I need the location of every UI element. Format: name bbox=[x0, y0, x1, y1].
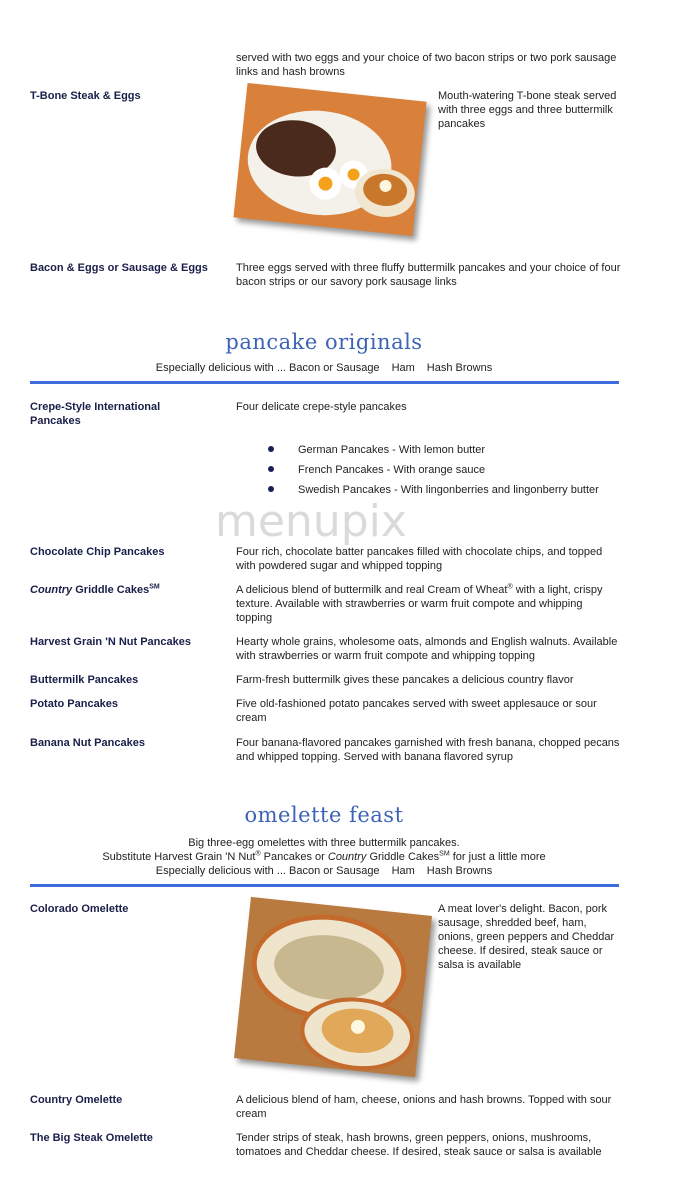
text: Substitute Harvest Grain 'N Nut bbox=[102, 851, 256, 863]
item-desc-big-steak-omelette: Tender strips of steak, hash browns, green peppers, onions, mushrooms, tomatoes and Cheddar cheese. If desired, steak sauce or salsa is available bbox=[236, 1132, 602, 1158]
section-title-omelettes: omelette feast bbox=[244, 803, 404, 827]
tbone-steak-photo bbox=[233, 83, 426, 236]
item-name-big-steak-omelette: The Big Steak Omelette bbox=[30, 1132, 153, 1144]
section-divider bbox=[30, 381, 619, 384]
text: Pancakes or bbox=[260, 851, 328, 863]
desc-part: A delicious blend of buttermilk and real Cream of Wheat bbox=[236, 584, 508, 596]
name-rest: Griddle Cakes bbox=[72, 584, 150, 596]
omelettes-intro-line2 bbox=[0, 850, 648, 864]
item-name-potato: Potato Pancakes bbox=[30, 698, 119, 710]
registered-mark: ® bbox=[507, 583, 513, 591]
side-ham: Ham bbox=[391, 865, 415, 877]
item-name-banana-nut: Banana Nut Pancakes bbox=[30, 737, 145, 749]
item-name-tbone: T-Bone Steak & Eggs bbox=[30, 90, 141, 102]
item-desc-colorado: A meat lover's delight. Bacon, pork sausage, shredded beef, ham, onions, green peppers and Cheddar cheese. If desired, steak sauce or salsa is available bbox=[438, 903, 615, 971]
item-desc-buttermilk: Farm-fresh buttermilk gives these pancakes a delicious country flavor bbox=[236, 674, 574, 686]
section-title-pancakes: pancake originals bbox=[225, 330, 423, 354]
item-desc-crepe: Four delicate crepe-style pancakes bbox=[236, 401, 407, 413]
text-italic: Country bbox=[327, 851, 367, 863]
item-desc-country-omelette: A delicious blend of ham, cheese, onions and hash browns. Topped with sour cream bbox=[236, 1094, 612, 1120]
text: Griddle Cakes bbox=[366, 851, 440, 863]
side-hash-browns: Hash Browns bbox=[426, 865, 493, 877]
omelettes-sides-line bbox=[0, 864, 648, 878]
item-name-harvest-grain: Harvest Grain 'N Nut Pancakes bbox=[30, 636, 191, 648]
item-name-country-omelette: Country Omelette bbox=[30, 1094, 123, 1106]
item-desc-harvest-grain: Hearty whole grains, wholesome oats, almonds and English walnuts. Available with strawberries or warm fruit compote and whipping topping bbox=[236, 636, 618, 662]
crepe-variant: German Pancakes - With lemon butter bbox=[298, 444, 486, 456]
pancakes-sides-line bbox=[0, 361, 648, 375]
menupix-watermark: menupix bbox=[215, 496, 407, 547]
bullet-icon bbox=[268, 466, 274, 472]
bullet-icon bbox=[268, 486, 274, 492]
item-name-colorado: Colorado Omelette bbox=[30, 903, 129, 915]
crepe-variant: Swedish Pancakes - With lingonberries and lingonberry butter bbox=[298, 484, 599, 496]
side-hash-browns: Hash Browns bbox=[426, 362, 493, 374]
text: for just a little more bbox=[449, 851, 546, 863]
item-name-chocolate-chip: Chocolate Chip Pancakes bbox=[30, 546, 165, 558]
section-divider bbox=[30, 884, 619, 887]
item-name-crepe: Crepe-Style International Pancakes bbox=[30, 401, 161, 427]
item-name-country-griddle bbox=[30, 583, 230, 597]
colorado-omelette-photo bbox=[234, 897, 432, 1077]
desc-part: with a light, crispy texture. Available with strawberries or warm fruit compote and whipping topping bbox=[236, 584, 603, 624]
item-name-bacon-eggs: Bacon & Eggs or Sausage & Eggs bbox=[30, 262, 208, 274]
item-name-buttermilk: Buttermilk Pancakes bbox=[30, 674, 139, 686]
sides-prefix: Especially delicious with ... Bacon or Sausage bbox=[155, 362, 380, 374]
omelette-plate-image bbox=[234, 897, 432, 1077]
crepe-variant: French Pancakes - With orange sauce bbox=[298, 464, 486, 476]
steak-plate-image bbox=[233, 83, 426, 236]
intro-description: served with two eggs and your choice of two bacon strips or two pork sausage links and hash browns bbox=[236, 52, 617, 78]
sides-prefix: Especially delicious with ... Bacon or Sausage bbox=[155, 865, 380, 877]
service-mark: SM bbox=[149, 583, 160, 591]
item-desc-country-griddle bbox=[236, 583, 621, 625]
name-italic: Country bbox=[30, 584, 73, 596]
omelettes-intro-line1: Big three-egg omelettes with three buttermilk pancakes. bbox=[188, 837, 460, 849]
item-desc-potato: Five old-fashioned potato pancakes served with sweet applesauce or sour cream bbox=[236, 698, 597, 724]
bullet-icon bbox=[268, 446, 274, 452]
item-desc-tbone: Mouth-watering T-bone steak served with three eggs and three buttermilk pancakes bbox=[438, 90, 617, 130]
side-ham: Ham bbox=[391, 362, 415, 374]
registered-mark: ® bbox=[255, 850, 261, 858]
item-desc-chocolate-chip: Four rich, chocolate batter pancakes filled with chocolate chips, and topped with powdered sugar and whipped topping bbox=[236, 546, 603, 572]
item-desc-banana-nut: Four banana-flavored pancakes garnished with fresh banana, chopped pecans and whipped topping. Served with banana flavored syrup bbox=[236, 737, 620, 763]
item-desc-bacon-eggs: Three eggs served with three fluffy buttermilk pancakes and your choice of four bacon strips or our savory pork sausage links bbox=[236, 262, 621, 288]
service-mark: SM bbox=[439, 850, 450, 858]
